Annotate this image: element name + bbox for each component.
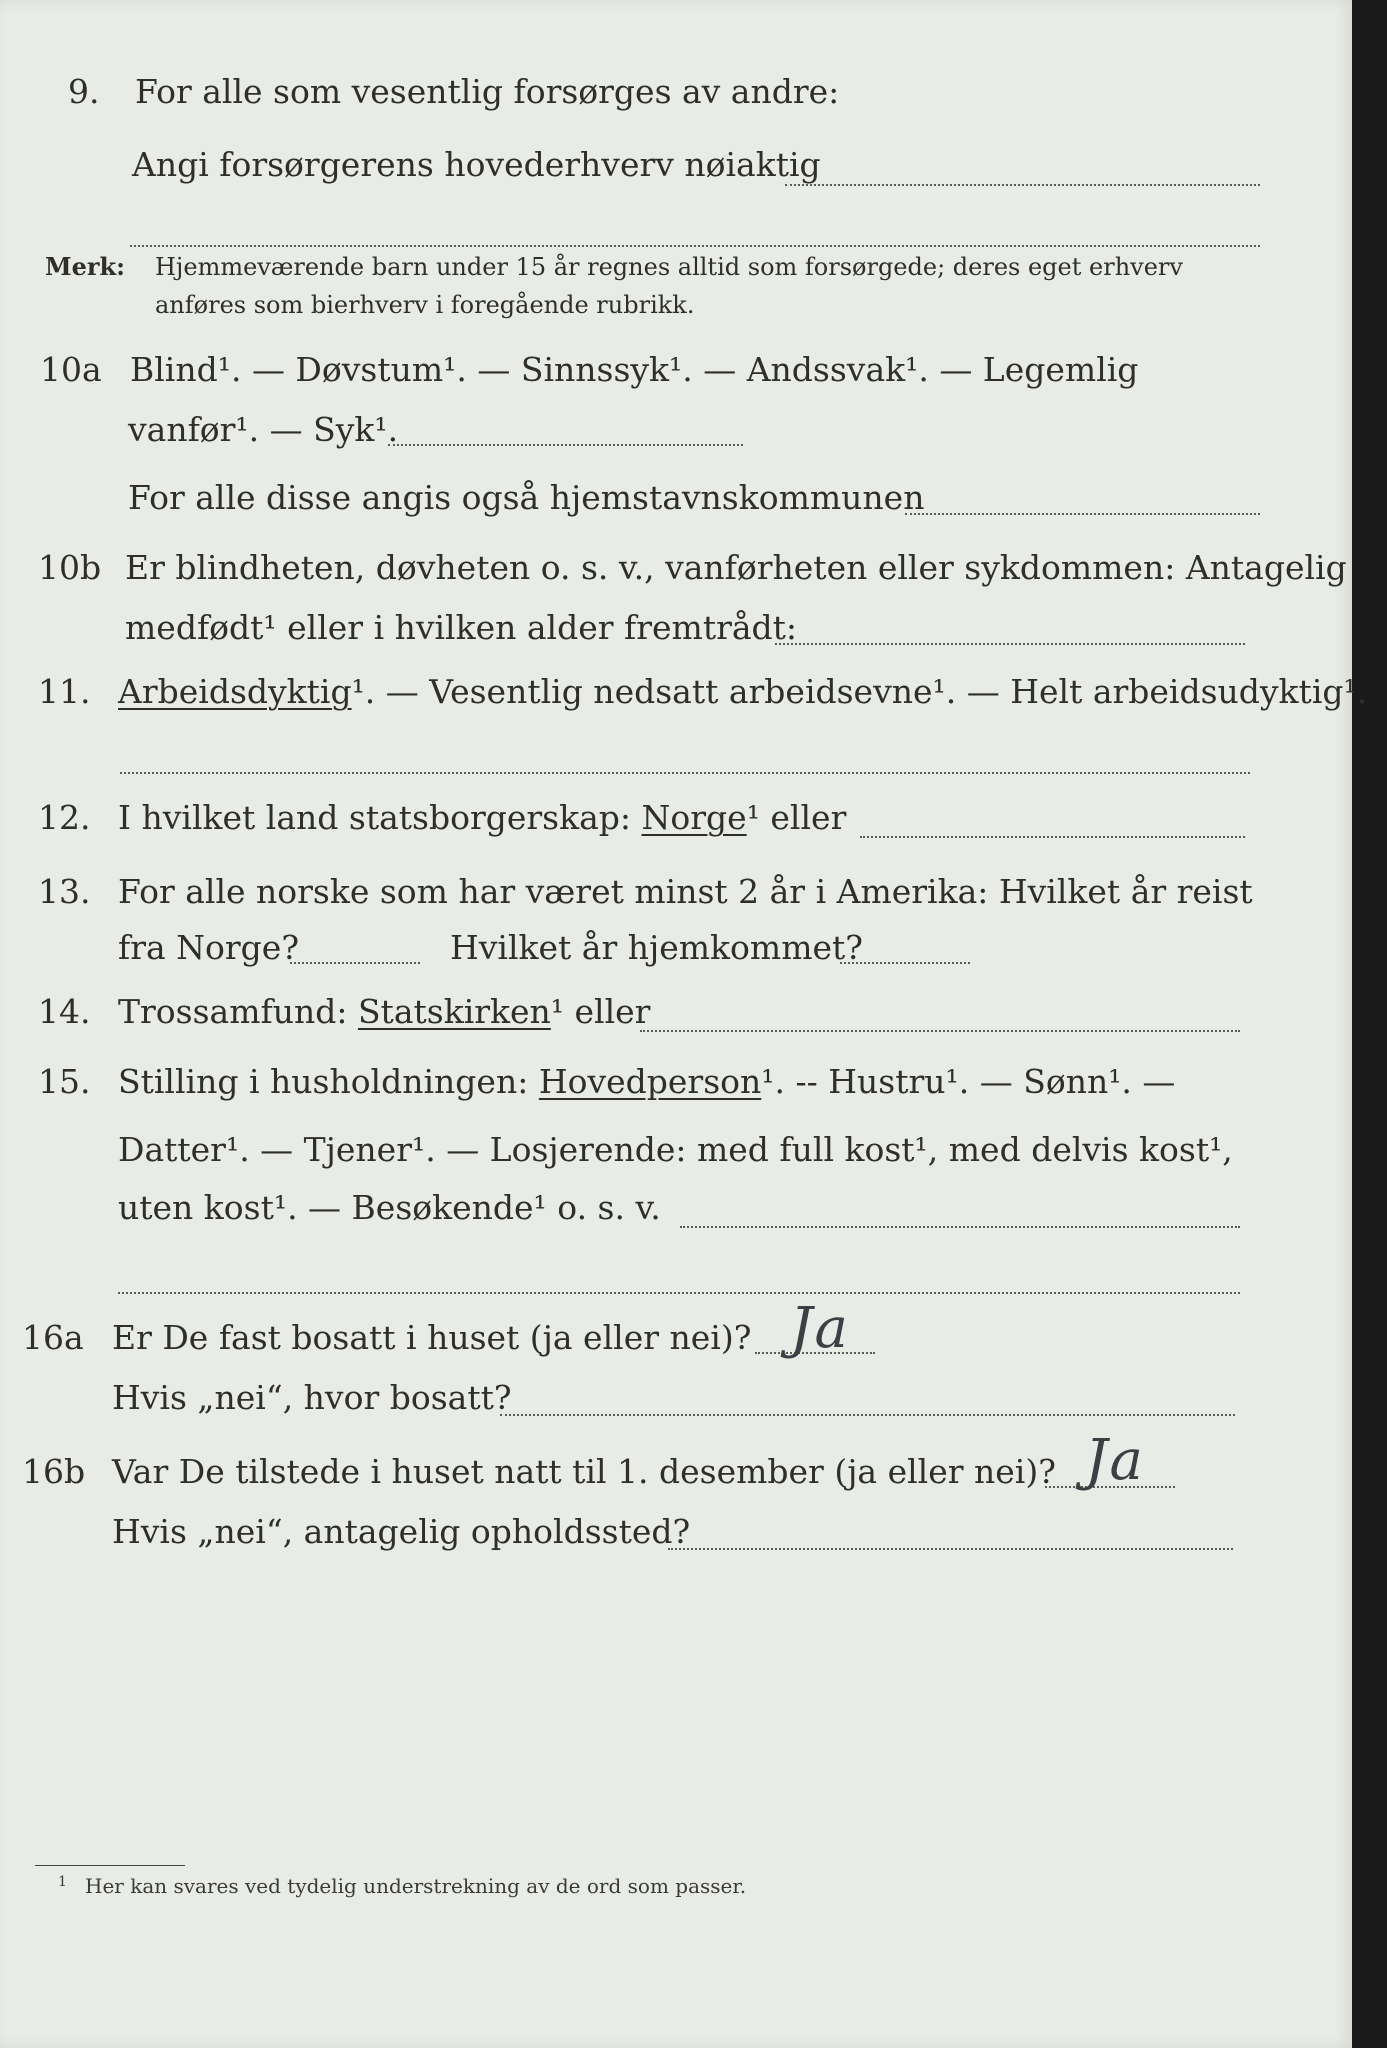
q15-before: Stilling i husholdningen: [118, 1062, 529, 1101]
q16b-opholdssted-field[interactable] [668, 1548, 1233, 1550]
q12-underlined-answer: Norge [641, 798, 747, 837]
q16a-text-2: Hvis „nei“, hvor bosatt? [112, 1378, 512, 1417]
q15-number: 15. [38, 1062, 91, 1101]
q13-reist-field[interactable] [290, 962, 420, 964]
q10b-text-1: Er blindheten, døvheten o. s. v., vanførheten eller sykdommen: Antagelig [125, 548, 1347, 587]
q13-text-2b: Hvilket år hjemkommet? [450, 928, 863, 967]
q11-underlined-answer: Arbeidsdyktig [118, 672, 352, 711]
q10b-alder-field[interactable] [775, 643, 1245, 645]
q10a-hjemstavn-field[interactable] [905, 513, 1260, 515]
q9-answer-field[interactable] [785, 184, 1260, 186]
q10a-syk-field[interactable] [388, 444, 743, 446]
q10a-text-1: Blind¹. — Døvstum¹. — Sinnssyk¹. — Andssvak¹. — Legemlig [130, 350, 1139, 389]
q10b-number: 10b [38, 548, 102, 587]
q16b-text-2: Hvis „nei“, antagelig opholdssted? [112, 1512, 691, 1551]
q16a-bosatt-field[interactable] [500, 1414, 1235, 1416]
q13-text-1: For alle norske som har været minst 2 år i Amerika: Hvilket år reist [118, 872, 1253, 911]
q15-underlined-answer: Hovedperson [538, 1062, 762, 1101]
q10a-number: 10a [40, 350, 102, 389]
q10b-text-2: medfødt¹ eller i hvilken alder fremtrådt: [125, 608, 798, 647]
merk-text-2: anføres som bierhverv i foregående rubrikk. [155, 291, 695, 319]
q12-answer-field[interactable] [860, 836, 1245, 838]
q11-text [118, 672, 1367, 712]
q14-number: 14. [38, 992, 91, 1031]
merk-text-1: Hjemmeværende barn under 15 år regnes alltid som forsørgede; deres eget erhverv [155, 253, 1183, 281]
q12-after: ¹ eller [746, 798, 847, 837]
q15-text-3: uten kost¹. — Besøkende¹ o. s. v. [118, 1188, 661, 1227]
q15-text-2: Datter¹. — Tjener¹. — Losjerende: med full kost¹, med delvis kost¹, [118, 1130, 1233, 1169]
q11-answer-field[interactable] [120, 772, 1250, 774]
q16b-text-1: Var De tilstede i huset natt til 1. desember (ja eller nei)? [112, 1452, 1056, 1491]
footnote-mark: 1 [58, 1874, 67, 1890]
q14-underlined-answer: Statskirken [357, 992, 551, 1031]
q11-number: 11. [38, 672, 91, 711]
q16a-text-1: Er De fast bosatt i huset (ja eller nei)? [112, 1318, 752, 1357]
q10a-text-2: vanfør¹. — Syk¹. [128, 410, 399, 449]
q15-answer-field[interactable] [680, 1226, 1240, 1228]
q14-after: ¹ eller [550, 992, 651, 1031]
q9-text-2: Angi forsørgerens hovederhverv nøiaktig [132, 145, 821, 184]
q9-number: 9. [68, 72, 100, 111]
q16b-number: 16b [22, 1452, 86, 1491]
q12-text [118, 798, 846, 838]
q13-hjemkommet-field[interactable] [840, 962, 970, 964]
q16a-number: 16a [22, 1318, 84, 1357]
q16b-handwritten-answer: Ja [1085, 1428, 1145, 1493]
q14-text [118, 992, 650, 1032]
q12-before: I hvilket land statsborgerskap: [118, 798, 632, 837]
q13-number: 13. [38, 872, 91, 911]
q15-answer-field-2[interactable] [118, 1292, 1240, 1294]
q14-before: Trossamfund: [118, 992, 348, 1031]
q13-text-2a: fra Norge? [118, 928, 300, 967]
q9-answer-field-2[interactable] [130, 245, 1260, 247]
q16a-handwritten-answer: Ja [790, 1296, 850, 1361]
q10a-text-3: For alle disse angis også hjemstavnskommunen [128, 478, 925, 517]
q9-text-1: For alle som vesentlig forsørges av andre: [135, 72, 840, 111]
footnote-text: Her kan svares ved tydelig understrekning av de ord som passer. [85, 1874, 747, 1898]
q12-number: 12. [38, 798, 91, 837]
q11-rest: ¹. — Vesentlig nedsatt arbeidsevne¹. — Helt arbeidsudyktig¹. [351, 672, 1368, 711]
merk-label: Merk: [45, 252, 125, 281]
q15-text-1 [118, 1062, 1175, 1102]
q15-after: ¹. -- Hustru¹. — Sønn¹. — [761, 1062, 1176, 1101]
q14-answer-field[interactable] [640, 1030, 1240, 1032]
footnote-rule [35, 1865, 185, 1866]
